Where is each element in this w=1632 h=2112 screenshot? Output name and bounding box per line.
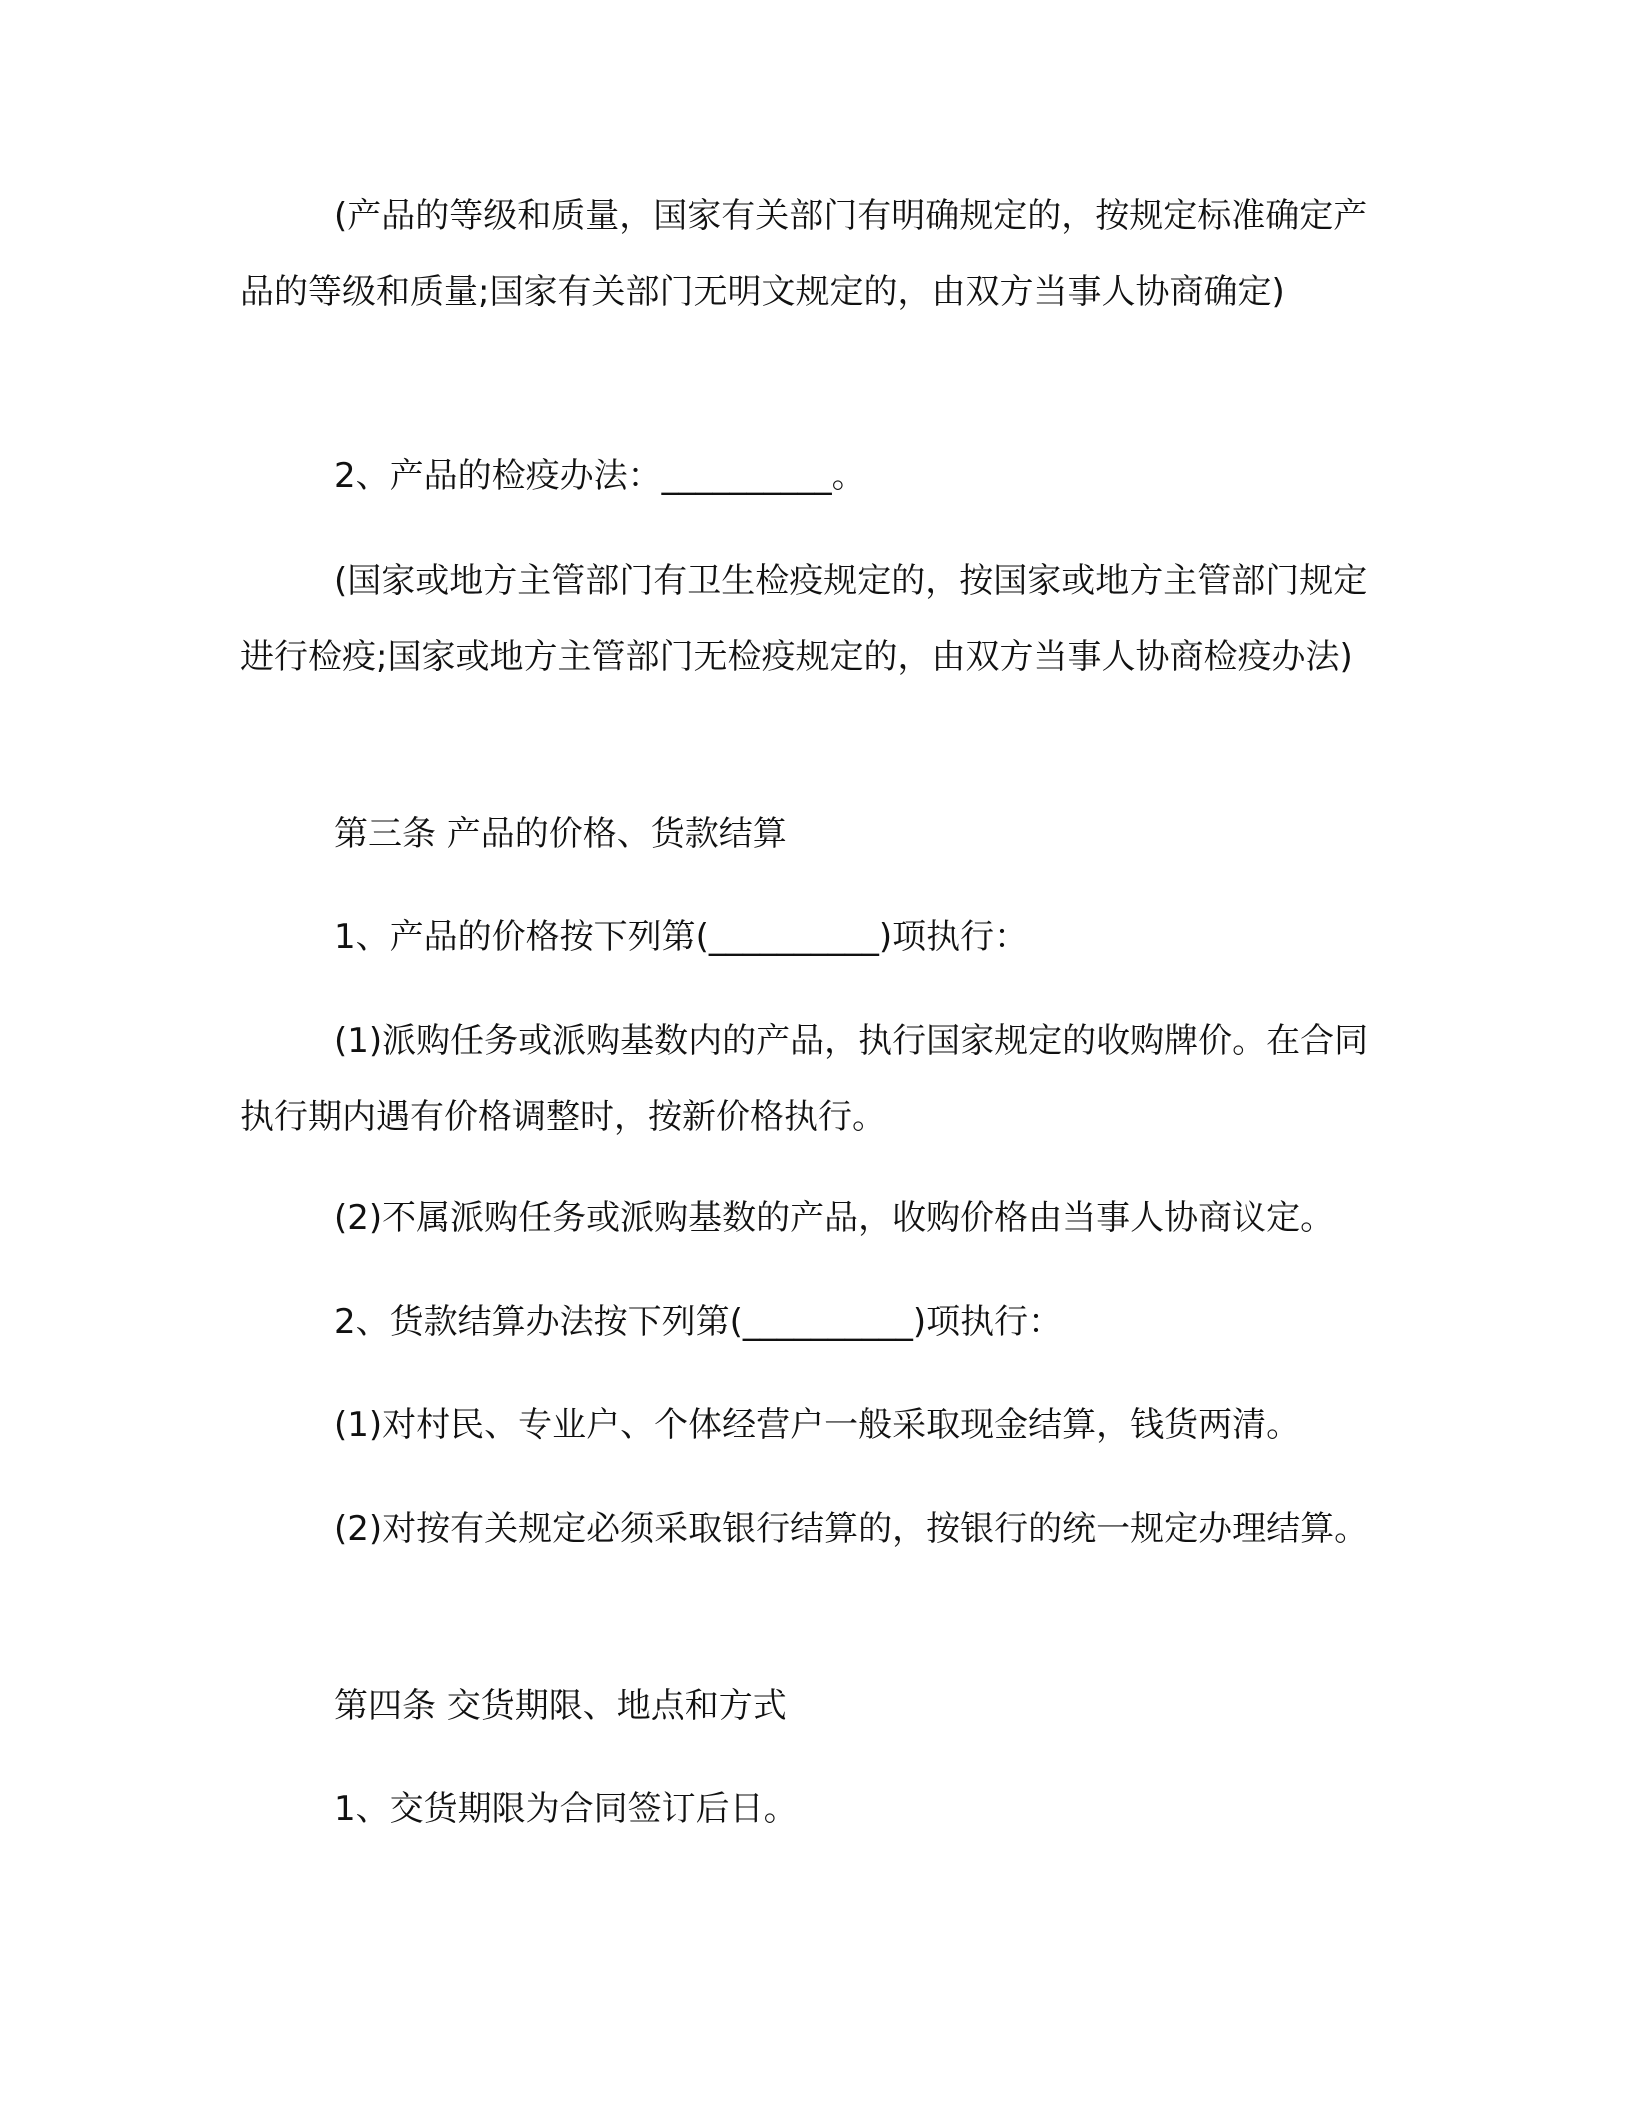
section-heading-article-4: 第四条 交货期限、地点和方式 (334, 1686, 787, 1726)
paragraph-delivery-period: 1、交货期限为合同签订后日。 (334, 1789, 798, 1829)
paragraph-price-option-1: (1)派购任务或派购基数内的产品，执行国家规定的收购牌价。在合同执行期内遇有价格调整时，按新价格执行。 (240, 1021, 1369, 1137)
paragraph-price-clause: 1、产品的价格按下列第(__________)项执行： (334, 917, 1029, 957)
paragraph-quarantine-method: 2、产品的检疫办法：__________。 (334, 456, 866, 496)
paragraph-settlement-option-1: (1)对村民、专业户、个体经营户一般采取现金结算，钱货两清。 (334, 1405, 1301, 1445)
paragraph-settlement-option-2: (2)对按有关规定必须采取银行结算的，按银行的统一规定办理结算。 (334, 1509, 1369, 1549)
paragraph-quality-note: (产品的等级和质量，国家有关部门有明确规定的，按规定标准确定产品的等级和质量;国家有关部门无明文规定的，由双方当事人协商确定) (240, 196, 1368, 312)
paragraph-quarantine-note: (国家或地方主管部门有卫生检疫规定的，按国家或地方主管部门规定进行检疫;国家或地方主管部门无检疫规定的，由双方当事人协商检疫办法) (240, 561, 1368, 677)
section-heading-article-3: 第三条 产品的价格、货款结算 (334, 814, 787, 854)
paragraph-price-option-2: (2)不属派购任务或派购基数的产品，收购价格由当事人协商议定。 (334, 1198, 1335, 1238)
paragraph-settlement-clause: 2、货款结算办法按下列第(__________)项执行： (334, 1302, 1063, 1342)
